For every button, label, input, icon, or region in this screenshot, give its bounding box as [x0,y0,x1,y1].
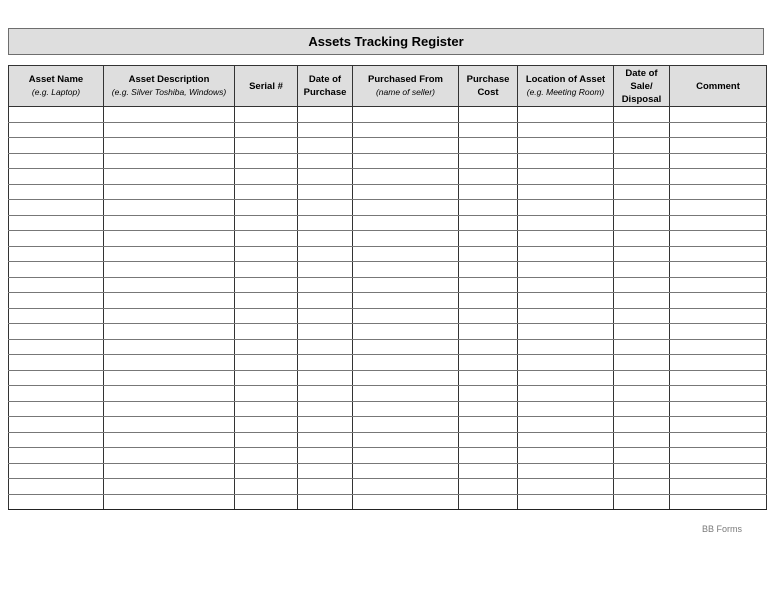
table-cell[interactable] [9,479,104,495]
table-cell[interactable] [298,448,353,464]
table-cell[interactable] [298,339,353,355]
table-cell[interactable] [518,262,614,278]
register-body [9,107,767,510]
table-cell[interactable] [670,122,767,138]
table-cell[interactable] [9,463,104,479]
table-cell[interactable] [298,107,353,123]
table-row [9,401,767,417]
table-cell[interactable] [9,339,104,355]
table-cell[interactable] [353,107,459,123]
table-row [9,153,767,169]
col-label: Asset Description [128,74,210,85]
table-row [9,432,767,448]
table-cell[interactable] [353,246,459,262]
table-cell[interactable] [235,246,298,262]
table-cell[interactable] [104,355,235,371]
table-cell[interactable] [104,231,235,247]
table-cell[interactable] [614,169,670,185]
table-cell[interactable] [459,401,518,417]
table-row [9,231,767,247]
table-cell[interactable] [614,339,670,355]
table-cell[interactable] [104,463,235,479]
table-cell[interactable] [459,277,518,293]
table-row [9,246,767,262]
table-cell[interactable] [459,448,518,464]
table-cell[interactable] [518,293,614,309]
table-cell[interactable] [104,200,235,216]
col-label: Comment [696,80,740,92]
table-row [9,262,767,278]
table-cell[interactable] [459,107,518,123]
table-cell[interactable] [353,463,459,479]
table-cell[interactable] [518,339,614,355]
table-cell[interactable] [104,122,235,138]
table-cell[interactable] [9,153,104,169]
table-cell[interactable] [670,277,767,293]
table-cell[interactable] [9,432,104,448]
col-hint: (e.g. Meeting Room) [526,87,605,97]
table-cell[interactable] [614,494,670,510]
table-cell[interactable] [670,324,767,340]
table-cell[interactable] [298,463,353,479]
table-cell[interactable] [518,448,614,464]
table-cell[interactable] [670,184,767,200]
table-cell[interactable] [9,293,104,309]
table-cell[interactable] [104,293,235,309]
table-cell[interactable] [670,448,767,464]
col-serial [235,66,298,107]
table-row [9,479,767,495]
table-cell[interactable] [459,138,518,154]
table-cell[interactable] [9,262,104,278]
table-cell[interactable] [670,215,767,231]
table-cell[interactable] [614,308,670,324]
table-cell[interactable] [353,153,459,169]
table-cell[interactable] [614,293,670,309]
table-cell[interactable] [614,138,670,154]
table-cell[interactable] [9,200,104,216]
table-cell[interactable] [614,215,670,231]
col-location [518,66,614,107]
table-cell[interactable] [353,308,459,324]
col-purchase-cost [459,66,518,107]
table-cell[interactable] [614,246,670,262]
table-row [9,138,767,154]
table-cell[interactable] [670,169,767,185]
table-cell[interactable] [518,200,614,216]
col-purchased-from [353,66,459,107]
table-cell[interactable] [298,138,353,154]
table-cell[interactable] [298,324,353,340]
table-cell[interactable] [614,479,670,495]
table-cell[interactable] [298,355,353,371]
table-cell[interactable] [353,448,459,464]
table-cell[interactable] [518,463,614,479]
table-row [9,339,767,355]
table-row [9,324,767,340]
table-row [9,200,767,216]
table-cell[interactable] [614,401,670,417]
table-cell[interactable] [235,417,298,433]
table-cell[interactable] [518,231,614,247]
table-cell[interactable] [459,262,518,278]
table-cell[interactable] [353,386,459,402]
table-cell[interactable] [459,370,518,386]
table-cell[interactable] [614,277,670,293]
table-cell[interactable] [353,324,459,340]
table-cell[interactable] [614,153,670,169]
table-cell[interactable] [459,479,518,495]
table-cell[interactable] [459,215,518,231]
table-cell[interactable] [235,386,298,402]
table-cell[interactable] [104,324,235,340]
col-hint: (e.g. Silver Toshiba, Windows) [111,87,227,97]
col-label: Date of Sale/ Disposal [621,67,662,105]
table-cell[interactable] [298,231,353,247]
col-date-of-sale [614,66,670,107]
col-label: Serial # [249,80,283,92]
table-cell[interactable] [614,370,670,386]
table-row [9,215,767,231]
col-label: Purchased From [368,74,443,85]
table-row [9,184,767,200]
table-cell[interactable] [670,432,767,448]
table-cell[interactable] [670,262,767,278]
table-cell[interactable] [104,184,235,200]
table-cell[interactable] [459,463,518,479]
table-cell[interactable] [9,169,104,185]
table-cell[interactable] [298,293,353,309]
table-cell[interactable] [459,293,518,309]
table-cell[interactable] [235,277,298,293]
table-cell[interactable] [104,262,235,278]
table-row [9,122,767,138]
table-cell[interactable] [104,277,235,293]
table-row [9,308,767,324]
table-cell[interactable] [9,370,104,386]
table-cell[interactable] [104,308,235,324]
table-cell[interactable] [670,479,767,495]
table-cell[interactable] [9,246,104,262]
table-cell[interactable] [9,448,104,464]
table-cell[interactable] [235,293,298,309]
table-cell[interactable] [353,184,459,200]
table-cell[interactable] [9,184,104,200]
table-cell[interactable] [518,277,614,293]
table-cell[interactable] [353,417,459,433]
col-asset-description [104,66,235,107]
table-cell[interactable] [518,401,614,417]
col-date-of-purchase [298,66,353,107]
table-cell[interactable] [670,417,767,433]
table-cell[interactable] [9,324,104,340]
table-cell[interactable] [614,122,670,138]
table-cell[interactable] [518,184,614,200]
table-cell[interactable] [104,432,235,448]
assets-register-table [8,65,767,510]
table-row [9,370,767,386]
table-cell[interactable] [670,293,767,309]
table-cell[interactable] [614,231,670,247]
table-cell[interactable] [298,122,353,138]
table-row [9,293,767,309]
table-cell[interactable] [9,138,104,154]
table-row [9,448,767,464]
table-cell[interactable] [298,494,353,510]
table-cell[interactable] [614,184,670,200]
table-cell[interactable] [104,386,235,402]
table-cell[interactable] [518,324,614,340]
table-row [9,386,767,402]
table-cell[interactable] [459,231,518,247]
table-cell[interactable] [353,138,459,154]
table-cell[interactable] [670,200,767,216]
table-cell[interactable] [614,107,670,123]
table-cell[interactable] [104,246,235,262]
table-cell[interactable] [518,494,614,510]
table-cell[interactable] [670,107,767,123]
table-cell[interactable] [459,122,518,138]
table-cell[interactable] [614,417,670,433]
table-cell[interactable] [104,107,235,123]
table-cell[interactable] [459,324,518,340]
table-cell[interactable] [104,153,235,169]
table-cell[interactable] [518,370,614,386]
table-cell[interactable] [670,231,767,247]
table-cell[interactable] [614,324,670,340]
table-cell[interactable] [235,138,298,154]
table-cell[interactable] [459,169,518,185]
table-cell[interactable] [459,308,518,324]
table-cell[interactable] [353,262,459,278]
table-cell[interactable] [298,386,353,402]
col-label: Purchase Cost [466,74,510,98]
table-cell[interactable] [104,479,235,495]
table-cell[interactable] [235,355,298,371]
table-row [9,107,767,123]
table-cell[interactable] [235,169,298,185]
table-cell[interactable] [353,494,459,510]
table-cell[interactable] [9,308,104,324]
table-cell[interactable] [298,277,353,293]
table-cell[interactable] [459,386,518,402]
table-cell[interactable] [298,200,353,216]
table-cell[interactable] [104,215,235,231]
table-cell[interactable] [298,432,353,448]
table-cell[interactable] [614,386,670,402]
table-cell[interactable] [9,231,104,247]
table-cell[interactable] [298,215,353,231]
table-cell[interactable] [459,432,518,448]
table-cell[interactable] [353,432,459,448]
header-row [9,66,767,107]
table-cell[interactable] [235,153,298,169]
footer-brand: BB Forms [701,524,742,534]
table-row [9,494,767,510]
table-cell[interactable] [518,215,614,231]
table-cell[interactable] [353,293,459,309]
table-cell[interactable] [104,448,235,464]
table-cell[interactable] [614,262,670,278]
col-hint: (name of seller) [375,87,436,97]
table-cell[interactable] [518,169,614,185]
table-cell[interactable] [614,432,670,448]
register-title: Assets Tracking Register [8,28,764,55]
table-cell[interactable] [353,215,459,231]
table-cell[interactable] [670,386,767,402]
table-cell[interactable] [235,448,298,464]
table-cell[interactable] [298,417,353,433]
table-cell[interactable] [9,386,104,402]
table-cell[interactable] [670,401,767,417]
table-cell[interactable] [518,479,614,495]
col-label: Location of Asset [525,74,606,85]
table-cell[interactable] [235,339,298,355]
table-cell[interactable] [353,169,459,185]
table-cell[interactable] [104,138,235,154]
table-cell[interactable] [518,432,614,448]
table-cell[interactable] [298,246,353,262]
table-cell[interactable] [518,417,614,433]
table-cell[interactable] [9,494,104,510]
table-cell[interactable] [353,401,459,417]
table-cell[interactable] [235,184,298,200]
table-cell[interactable] [298,401,353,417]
table-cell[interactable] [614,448,670,464]
table-cell[interactable] [235,107,298,123]
table-cell[interactable] [518,153,614,169]
table-cell[interactable] [104,169,235,185]
table-cell[interactable] [235,122,298,138]
table-cell[interactable] [235,432,298,448]
table-cell[interactable] [670,138,767,154]
table-cell[interactable] [298,308,353,324]
table-cell[interactable] [459,417,518,433]
table-row [9,417,767,433]
table-cell[interactable] [235,463,298,479]
table-cell[interactable] [459,355,518,371]
table-cell[interactable] [459,246,518,262]
table-cell[interactable] [670,308,767,324]
table-cell[interactable] [104,494,235,510]
table-cell[interactable] [518,386,614,402]
table-cell[interactable] [670,494,767,510]
table-row [9,463,767,479]
table-cell[interactable] [235,324,298,340]
table-cell[interactable] [518,107,614,123]
table-cell[interactable] [104,370,235,386]
table-cell[interactable] [235,231,298,247]
table-cell[interactable] [518,355,614,371]
table-cell[interactable] [104,417,235,433]
table-cell[interactable] [235,479,298,495]
table-cell[interactable] [104,339,235,355]
table-cell[interactable] [670,370,767,386]
table-cell[interactable] [518,308,614,324]
table-cell[interactable] [298,262,353,278]
table-cell[interactable] [353,370,459,386]
col-comment [670,66,767,107]
col-hint: (e.g. Laptop) [31,87,81,97]
table-cell[interactable] [459,339,518,355]
table-cell[interactable] [518,138,614,154]
table-cell[interactable] [353,200,459,216]
table-cell[interactable] [459,184,518,200]
table-cell[interactable] [235,215,298,231]
col-asset-name [9,66,104,107]
table-cell[interactable] [518,246,614,262]
table-cell[interactable] [614,463,670,479]
table-cell[interactable] [9,417,104,433]
table-cell[interactable] [9,215,104,231]
table-cell[interactable] [670,463,767,479]
table-cell[interactable] [353,479,459,495]
table-cell[interactable] [298,370,353,386]
table-cell[interactable] [298,184,353,200]
table-cell[interactable] [235,262,298,278]
table-cell[interactable] [459,153,518,169]
table-cell[interactable] [459,200,518,216]
table-cell[interactable] [104,401,235,417]
table-row [9,355,767,371]
table-cell[interactable] [614,200,670,216]
table-cell[interactable] [235,494,298,510]
table-cell[interactable] [353,339,459,355]
table-cell[interactable] [235,370,298,386]
table-cell[interactable] [670,339,767,355]
table-cell[interactable] [235,308,298,324]
table-cell[interactable] [353,277,459,293]
table-cell[interactable] [459,494,518,510]
table-cell[interactable] [353,122,459,138]
table-cell[interactable] [353,231,459,247]
table-cell[interactable] [9,122,104,138]
table-cell[interactable] [670,246,767,262]
table-cell[interactable] [518,122,614,138]
table-cell[interactable] [298,479,353,495]
table-cell[interactable] [614,355,670,371]
table-cell[interactable] [670,355,767,371]
table-row [9,277,767,293]
table-cell[interactable] [670,153,767,169]
table-cell[interactable] [9,355,104,371]
col-label: Date of Purchase [303,74,347,98]
col-label: Asset Name [28,74,84,85]
table-cell[interactable] [353,355,459,371]
table-cell[interactable] [9,277,104,293]
table-cell[interactable] [235,200,298,216]
table-cell[interactable] [298,169,353,185]
table-cell[interactable] [9,107,104,123]
table-cell[interactable] [235,401,298,417]
table-cell[interactable] [9,401,104,417]
table-row [9,169,767,185]
table-cell[interactable] [298,153,353,169]
